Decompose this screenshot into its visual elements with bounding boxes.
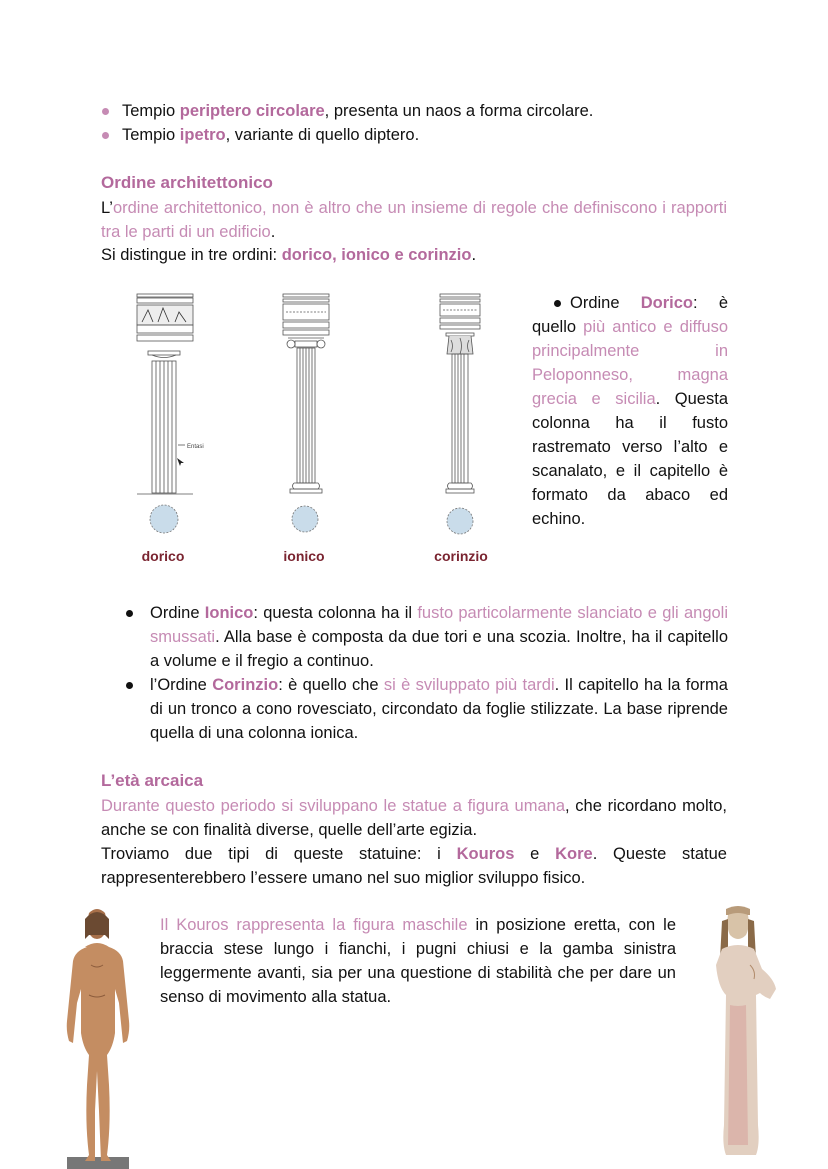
list-item: [122, 99, 742, 123]
columns-drawing: [130, 288, 510, 548]
entasi-label: Entasi: [187, 444, 204, 450]
text: Tempio: [122, 102, 180, 120]
kore-statue-image: [700, 905, 780, 1157]
text: Tempio: [122, 126, 180, 144]
ionic-column: [283, 294, 329, 532]
cursor-icon: [177, 458, 184, 466]
highlight: più antico e diffuso principalmente in Peloponneso, magna grecia e sicilia: [532, 318, 729, 408]
highlight: ordine architettonico, non è altro che un insieme di regole che definiscono i rapporti tra le parti di un edificio: [101, 199, 727, 241]
kouros-statue-image: [55, 905, 140, 1169]
highlight: Dorico: [640, 294, 694, 312]
highlight: fusto particolarmente slanciato e gli angoli smussati: [150, 604, 729, 646]
ordine-paragraph-1: L’ordine architettonico, non è altro che un insieme di regole che definiscono i rapporti tra le parti di un edificio.: [101, 199, 727, 241]
arcaica-paragraph-2: Troviamo due tipi di queste statuine: i Kouros e Kore. Queste statue rappresenterebbero l’essere umano nel suo miglior sviluppo fisico.: [101, 845, 727, 887]
highlight: Durante questo periodo si sviluppano le statue a figura umana: [101, 797, 566, 815]
section-title-ordine: Ordine architettonico: [101, 173, 273, 192]
ordine-paragraph-2: Si distingue in tre ordini: dorico, ionico e corinzio.: [101, 246, 477, 264]
corinthian-column: [440, 294, 480, 534]
section-title-arcaica: L’età arcaica: [101, 771, 204, 790]
highlight: ipetro: [179, 126, 226, 144]
list-item: [122, 123, 742, 147]
doric-column: [137, 294, 193, 533]
dorico-description: Ordine Dorico: è quello più antico e diffuso principalmente in Peloponneso, magna grecia e sicilia. Questa colonna ha il fusto rastremato verso l’alto e scanalato, e il capitello è formato da abaco ed echino.: [532, 294, 729, 528]
bullet-dot: [126, 682, 133, 689]
list-item-ionico: Ordine Ionico: questa colonna ha il fusto particolarmente slanciato e gli angoli smussati. Alla base è composta da due tori e una scozia. Inoltre, ha il capitello a volume e il fregio a continuo.: [150, 601, 728, 673]
highlight: periptero circolare: [179, 102, 325, 120]
orders-list: [150, 601, 728, 745]
list-item-corinzio: l’Ordine Corinzio: è quello che si è sviluppato più tardi. Il capitello ha la forma di un tronco a cono rovesciato, circondato da foglie stilizzate. La base riprende quella di una colonna ionica.: [150, 673, 728, 745]
column-orders-figure: [130, 288, 510, 578]
highlight: Corinzio: [212, 676, 279, 694]
caption-corinzio: corinzio: [434, 548, 488, 564]
bullet-dot: [126, 610, 133, 617]
highlight: Ionico: [204, 604, 254, 622]
kouros-description: Il Kouros rappresenta la figura maschile in posizione eretta, con le braccia stese lungo i fianchi, i pugni chiusi e la gamba sinistra leggermente avanti, sia per una questione di stabilità che per dare un senso di movimento alla statua.: [160, 916, 676, 1006]
bullet-dot: [554, 300, 561, 307]
highlight: Kore: [555, 845, 593, 863]
text: , variante di quello diptero.: [225, 126, 420, 144]
text: , presenta un naos a forma circolare.: [324, 102, 594, 120]
highlight: Il Kouros rappresenta la figura maschile: [160, 916, 468, 934]
bullet-dot: [102, 108, 109, 115]
highlight: dorico, ionico e corinzio: [281, 246, 472, 264]
bullet-dot: [102, 132, 109, 139]
arcaica-paragraph-1: Durante questo periodo si sviluppano le statue a figura umana, che ricordano molto, anche se con finalità diverse, quelle dell’arte egizia.: [101, 797, 727, 839]
highlight: si è sviluppato più tardi: [383, 676, 555, 694]
caption-dorico: dorico: [141, 548, 185, 564]
highlight: Kouros: [456, 845, 515, 863]
caption-ionico: ionico: [283, 548, 325, 564]
temple-types-list: [122, 99, 742, 147]
